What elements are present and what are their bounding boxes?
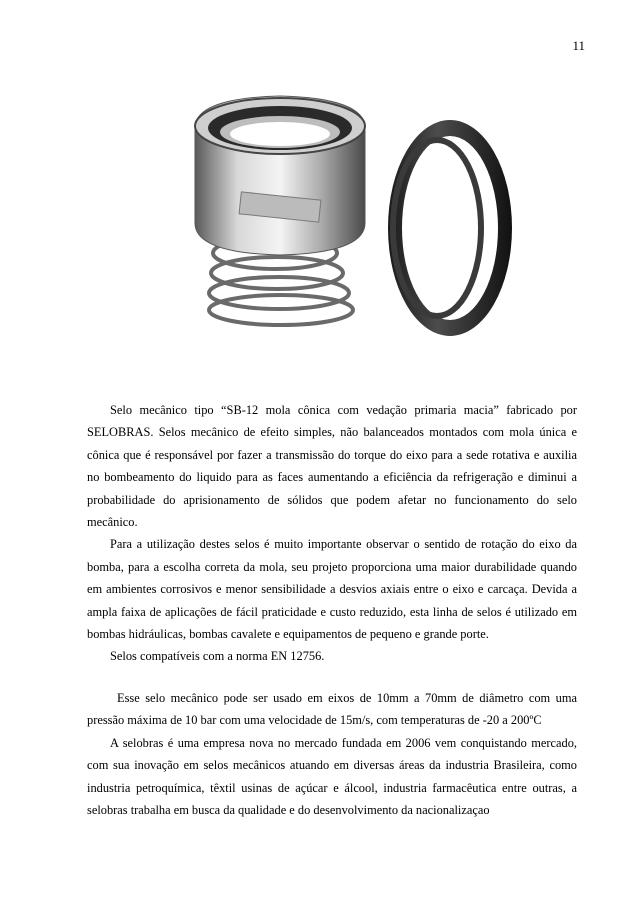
paragraph-specifications: Esse selo mecânico pode ser usado em eixos de 10mm a 70mm de diâmetro com uma pressão máxima de 10 bar com uma velocidade de 15m/s, com temperaturas de -20 a 200ºC [87, 690, 577, 728]
paragraph-seal-description: Selo mecânico tipo “SB-12 mola cônica com vedação primaria macia” fabricado por SELOBRAS. Selos mecânico de efeito simples, não balanceados montados com mola única e cônica que é responsável por fazer a transmissão do torque do eixo para a sede rotativa e auxilia no bombeamento do liquido para as faces aumentando a eficiência da refrigeração e diminui a probabilidade do aprisionamento de sólidos que podem afetar no funcionamento do selo mecânico. [87, 403, 577, 530]
page-number: 11 [572, 38, 585, 53]
seat-ring [388, 120, 512, 336]
paragraph-standard: Selos compatíveis com a norma EN 12756. [110, 649, 325, 664]
paragraph-usage: Para a utilização destes selos é muito importante observar o sentido de rotação do eixo da bomba, para a escolha correta da mola, seu projeto proporciona uma maior durabilidade quando em ambientes corrosivos e menor sensibilidade a desvios axiais entre o eixo e carcaça. Devida a ampla faixa de aplicações de fácil praticidade e custo reduzido, esta linha de selos é utilizado em bombas hidráulicas, bombas cavalete e equipamentos de pequeno e grande porte. [87, 537, 577, 642]
paragraph-company: A selobras é uma empresa nova no mercado fundada em 2006 vem conquistando mercado, com sua inovação em selos mecânicos atuando em diversas áreas da industria Brasileira, como industria petroquímica, têxtil usinas de açúcar e álcool, industria farmacêutica entre outras, a selobras trabalha em busca da qualidade e do desenvolvimento da nacionalizaçao [87, 735, 577, 817]
mechanical-seal-photo [165, 88, 520, 378]
body-text [87, 399, 577, 821]
